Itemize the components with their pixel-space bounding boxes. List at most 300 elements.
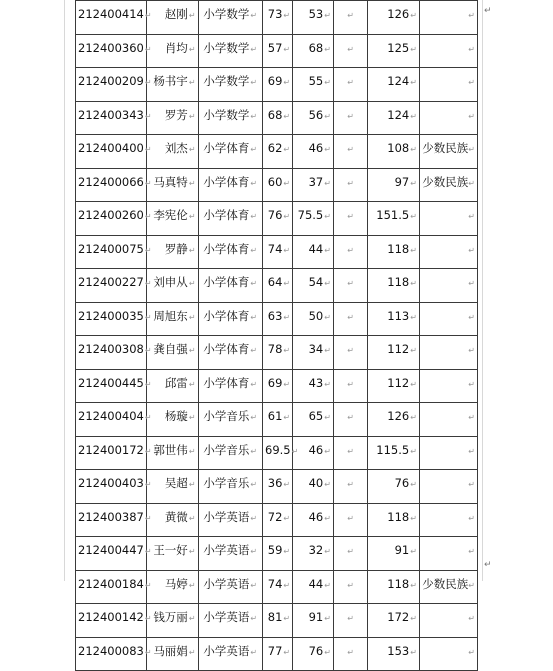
paragraph-mark-icon: ↵: [324, 614, 331, 623]
paragraph-mark-icon: ↵: [250, 145, 258, 154]
cell-score1: [263, 336, 293, 370]
cell-id-text: 212400400: [78, 141, 144, 155]
paragraph-mark-icon: ↵: [468, 647, 475, 657]
cell-score1-text: 64: [267, 275, 283, 289]
paragraph-mark-icon: ↵: [410, 379, 417, 389]
cell-score1-text: 61: [267, 409, 283, 423]
paragraph-mark-icon: ↵: [347, 245, 354, 255]
paragraph-mark-icon: ↵: [347, 111, 354, 121]
cell-score1: [263, 470, 293, 504]
paragraph-mark-icon: ↵: [250, 647, 258, 657]
cell-score2-text: 46: [308, 509, 324, 524]
paragraph-mark-icon: ↵: [144, 513, 152, 523]
cell-blank: [333, 1, 367, 35]
cell-total: [368, 336, 420, 370]
cell-total: [368, 436, 420, 470]
cell-blank: [333, 68, 367, 102]
paragraph-mark-icon: ↵: [283, 647, 291, 657]
cell-id-text: 212400227: [78, 275, 144, 289]
cell-note: [419, 537, 477, 571]
cell-id: [76, 637, 152, 671]
paragraph-mark-icon: ↵: [144, 413, 152, 422]
cell-score1-text: 73: [267, 7, 283, 21]
paragraph-mark-icon: ↵: [283, 279, 291, 288]
cell-total: [368, 235, 420, 269]
cell-note: [419, 302, 477, 336]
cell-total-text: 112: [387, 342, 410, 356]
paragraph-mark-icon: ↵: [188, 145, 196, 154]
paragraph-mark-icon: ↵: [144, 312, 152, 322]
paragraph-mark-icon: ↵: [468, 212, 475, 221]
paragraph-mark-icon: ↵: [144, 614, 152, 623]
cell-score1: [263, 168, 293, 202]
cell-blank: [333, 235, 367, 269]
paragraph-mark-icon: ↵: [291, 446, 299, 456]
cell-score2-text: 32: [308, 543, 324, 557]
cell-id-text: 212400447: [78, 543, 144, 557]
cell-total-text: 115.5: [376, 442, 410, 457]
cell-score2: [293, 68, 334, 102]
cell-note: [419, 503, 477, 537]
cell-subject: [198, 470, 262, 504]
cell-name: [146, 570, 198, 604]
table-row: [76, 168, 478, 202]
paragraph-mark-icon: ↵: [250, 580, 258, 590]
cell-id-text: 212400403: [78, 476, 144, 490]
cell-total-text: 97: [394, 174, 410, 189]
cell-total: [368, 503, 420, 537]
paragraph-mark-icon: ↵: [347, 513, 354, 523]
cell-score1-text: 74: [267, 576, 283, 591]
paragraph-mark-icon: ↵: [188, 11, 196, 20]
paragraph-mark-icon: ↵: [250, 212, 258, 221]
paragraph-mark-icon: ↵: [324, 647, 331, 657]
paragraph-mark-icon: ↵: [188, 547, 196, 556]
cell-total-text: 124: [387, 107, 410, 122]
paragraph-mark-icon: ↵: [468, 11, 475, 20]
paragraph-mark-icon: ↵: [144, 379, 152, 389]
cell-score1-text: 63: [267, 308, 283, 323]
cell-subject: [198, 235, 262, 269]
cell-total-text: 112: [387, 375, 410, 390]
cell-score1-text: 76: [267, 208, 283, 222]
paragraph-mark-icon: ↵: [410, 145, 417, 154]
cell-blank: [333, 202, 367, 236]
cell-score1: [263, 637, 293, 671]
cell-subject: [198, 202, 262, 236]
cell-score1: [263, 436, 299, 470]
paragraph-mark-icon: ↵: [283, 145, 291, 154]
table-row: [76, 269, 478, 303]
cell-score1: [263, 537, 293, 571]
cell-id-text: 212400360: [78, 40, 144, 55]
cell-total-text: 126: [387, 409, 410, 423]
cell-score2: [293, 403, 334, 437]
paragraph-mark-icon: ↵: [283, 178, 291, 188]
paragraph-mark-icon: ↵: [410, 212, 417, 221]
paragraph-mark-icon: ↵: [468, 178, 475, 188]
paragraph-mark-icon: ↵: [250, 547, 258, 556]
cell-note: [419, 34, 477, 68]
paragraph-mark-icon: ↵: [347, 145, 354, 154]
paragraph-mark-icon: ↵: [347, 78, 354, 87]
cell-name-text: 邱雷: [164, 375, 188, 390]
row-end-mark-icon: ↵: [484, 560, 492, 570]
paragraph-mark-icon: ↵: [188, 78, 196, 87]
cell-note: [419, 68, 477, 102]
paragraph-mark-icon: ↵: [250, 312, 258, 322]
cell-id-text: 212400445: [78, 375, 144, 390]
cell-score1: [263, 68, 293, 102]
paragraph-mark-icon: ↵: [144, 446, 152, 456]
cell-score1: [263, 1, 293, 35]
cell-blank: [333, 369, 367, 403]
cell-total-text: 113: [387, 308, 410, 323]
paragraph-mark-icon: ↵: [250, 480, 258, 489]
paragraph-mark-icon: ↵: [410, 547, 417, 556]
paragraph-mark-icon: ↵: [188, 379, 196, 389]
paragraph-mark-icon: ↵: [468, 78, 475, 87]
cell-score2-text: 55: [308, 74, 324, 88]
cell-subject-text: 小学英语: [203, 509, 250, 524]
paragraph-mark-icon: ↵: [283, 513, 291, 523]
paragraph-mark-icon: ↵: [283, 312, 291, 322]
cell-score2: [293, 1, 334, 35]
cell-subject: [198, 168, 262, 202]
paragraph-mark-icon: ↵: [144, 480, 152, 489]
paragraph-mark-icon: ↵: [324, 312, 331, 322]
cell-blank: [333, 470, 367, 504]
cell-name: [146, 101, 198, 135]
paragraph-mark-icon: ↵: [410, 312, 417, 322]
cell-name: [146, 336, 198, 370]
cell-total-text: 76: [394, 476, 410, 490]
cell-score2: [293, 604, 334, 638]
paragraph-mark-icon: ↵: [188, 212, 196, 221]
cell-id: [76, 101, 152, 135]
paragraph-mark-icon: ↵: [468, 44, 475, 54]
cell-id-text: 212400404: [78, 409, 144, 423]
paragraph-mark-icon: ↵: [324, 379, 331, 389]
cell-score2-text: 75.5: [297, 208, 324, 222]
score-table: [75, 0, 478, 671]
cell-score1: [263, 403, 293, 437]
paragraph-mark-icon: ↵: [347, 614, 354, 623]
cell-name: [146, 135, 198, 169]
paragraph-mark-icon: ↵: [283, 78, 291, 87]
cell-subject-text: 小学体育: [203, 241, 250, 256]
cell-name: [146, 369, 198, 403]
cell-blank: [333, 537, 367, 571]
cell-score1: [263, 101, 293, 135]
paragraph-mark-icon: ↵: [347, 178, 354, 188]
cell-subject-text: 小学英语: [203, 610, 250, 624]
cell-total-text: 126: [387, 7, 410, 21]
cell-name-text: 黄微: [164, 509, 188, 524]
cell-score1: [263, 202, 293, 236]
paragraph-mark-icon: ↵: [250, 178, 258, 188]
cell-blank: [333, 302, 367, 336]
cell-score1-text: 57: [267, 40, 283, 55]
cell-score2: [293, 436, 334, 470]
cell-score1-text: 36: [267, 476, 283, 490]
cell-note: [419, 570, 477, 604]
cell-subject-text: 小学数学: [203, 107, 250, 122]
cell-subject: [198, 135, 262, 169]
cell-name: [146, 68, 198, 102]
paragraph-mark-icon: ↵: [283, 547, 291, 556]
cell-score2-text: 54: [308, 275, 324, 289]
cell-subject-text: 小学数学: [203, 40, 250, 55]
cell-score2-text: 37: [308, 174, 324, 189]
paragraph-mark-icon: ↵: [144, 44, 152, 54]
cell-score1: [263, 269, 293, 303]
paragraph-mark-icon: ↵: [410, 44, 417, 54]
cell-score2-text: 44: [308, 241, 324, 256]
cell-note: [419, 604, 477, 638]
cell-total: [368, 135, 420, 169]
paragraph-mark-icon: ↵: [144, 78, 152, 87]
cell-subject-text: 小学英语: [203, 576, 250, 591]
cell-note: [419, 637, 477, 671]
paragraph-mark-icon: ↵: [250, 346, 258, 355]
cell-name: [146, 1, 198, 35]
right-margin-guide: [482, 0, 483, 581]
cell-total-text: 172: [387, 610, 410, 624]
paragraph-mark-icon: ↵: [188, 413, 196, 422]
cell-total-text: 108: [387, 141, 410, 155]
cell-score2: [293, 336, 334, 370]
cell-id-text: 212400172: [78, 442, 144, 457]
paragraph-mark-icon: ↵: [283, 346, 291, 355]
paragraph-mark-icon: ↵: [250, 614, 258, 623]
cell-id: [76, 302, 152, 336]
cell-total: [368, 570, 420, 604]
cell-total: [368, 604, 420, 638]
cell-id: [76, 68, 152, 102]
cell-blank: [333, 637, 367, 671]
paragraph-mark-icon: ↵: [410, 513, 417, 523]
cell-score2-text: 40: [308, 476, 324, 490]
paragraph-mark-icon: ↵: [144, 547, 152, 556]
cell-note: [419, 470, 477, 504]
cell-total-text: 118: [387, 576, 410, 591]
cell-score2: [293, 570, 334, 604]
paragraph-mark-icon: ↵: [347, 44, 354, 54]
cell-score2: [293, 369, 334, 403]
paragraph-mark-icon: ↵: [250, 379, 258, 389]
paragraph-mark-icon: ↵: [410, 279, 417, 288]
paragraph-mark-icon: ↵: [250, 413, 258, 422]
paragraph-mark-icon: ↵: [324, 580, 331, 590]
cell-name-text: 杨璇: [164, 409, 188, 423]
cell-score2-text: 53: [308, 7, 324, 21]
cell-id: [76, 269, 152, 303]
paragraph-mark-icon: ↵: [324, 212, 331, 221]
cell-id: [76, 403, 152, 437]
cell-id-text: 212400075: [78, 241, 144, 256]
cell-id: [76, 436, 152, 470]
paragraph-mark-icon: ↵: [144, 212, 152, 221]
cell-id: [76, 235, 152, 269]
paragraph-mark-icon: ↵: [188, 513, 196, 523]
cell-name: [146, 436, 198, 470]
cell-id: [76, 470, 152, 504]
cell-note: [419, 269, 477, 303]
cell-name-text: 钱万丽: [153, 610, 188, 624]
cell-name-text: 周旭东: [153, 308, 188, 323]
cell-subject-text: 小学体育: [203, 208, 250, 222]
cell-subject-text: 小学英语: [203, 543, 250, 557]
cell-note-text: 少数民族: [422, 576, 469, 591]
paragraph-mark-icon: ↵: [250, 245, 258, 255]
table-row: [76, 604, 478, 638]
cell-note: [419, 369, 477, 403]
cell-name-text: 肖均: [164, 40, 188, 55]
cell-score1: [263, 604, 293, 638]
cell-score2: [293, 537, 334, 571]
cell-id-text: 212400387: [78, 509, 144, 524]
cell-subject-text: 小学体育: [203, 275, 250, 289]
paragraph-mark-icon: ↵: [324, 78, 331, 87]
cell-score2: [293, 470, 334, 504]
cell-id: [76, 537, 152, 571]
cell-score1: [263, 503, 293, 537]
paragraph-mark-icon: ↵: [250, 78, 258, 87]
cell-score2: [293, 269, 334, 303]
cell-score1: [263, 235, 293, 269]
row-end-mark-icon: ↵: [484, 6, 492, 16]
paragraph-mark-icon: ↵: [188, 245, 196, 255]
cell-score2-text: 44: [308, 576, 324, 591]
cell-total-text: 91: [394, 543, 410, 557]
cell-subject: [198, 369, 262, 403]
cell-subject-text: 小学英语: [203, 643, 250, 658]
paragraph-mark-icon: ↵: [347, 480, 354, 489]
cell-blank: [333, 101, 367, 135]
cell-id: [76, 570, 152, 604]
paragraph-mark-icon: ↵: [283, 44, 291, 54]
paragraph-mark-icon: ↵: [468, 346, 475, 355]
paragraph-mark-icon: ↵: [347, 446, 354, 456]
cell-total-text: 125: [387, 40, 410, 55]
paragraph-mark-icon: ↵: [468, 312, 475, 322]
cell-score2-text: 34: [308, 342, 324, 356]
paragraph-mark-icon: ↵: [324, 446, 331, 456]
paragraph-mark-icon: ↵: [410, 480, 417, 489]
cell-id: [76, 604, 152, 638]
cell-note-text: 少数民族: [422, 141, 469, 155]
cell-name-text: 李宪伦: [153, 208, 188, 222]
paragraph-mark-icon: ↵: [410, 413, 417, 422]
cell-score2-text: 46: [308, 442, 324, 457]
cell-id: [76, 34, 152, 68]
paragraph-mark-icon: ↵: [188, 178, 196, 188]
paragraph-mark-icon: ↵: [283, 379, 291, 389]
cell-name-text: 马婷: [164, 576, 188, 591]
paragraph-mark-icon: ↵: [410, 78, 417, 87]
cell-subject: [198, 101, 262, 135]
cell-name-text: 吴超: [164, 476, 188, 490]
cell-blank: [333, 34, 367, 68]
cell-name-text: 王一好: [153, 543, 188, 557]
paragraph-mark-icon: ↵: [144, 580, 152, 590]
cell-subject: [198, 403, 262, 437]
cell-name: [146, 637, 198, 671]
paragraph-mark-icon: ↵: [468, 614, 475, 623]
cell-subject-text: 小学数学: [203, 7, 250, 21]
paragraph-mark-icon: ↵: [324, 44, 331, 54]
paragraph-mark-icon: ↵: [283, 212, 291, 221]
table-row: [76, 637, 478, 671]
cell-score2-text: 50: [308, 308, 324, 323]
table-body: [76, 1, 478, 671]
cell-id: [76, 135, 152, 169]
table-row: [76, 436, 478, 470]
cell-total: [368, 168, 420, 202]
cell-total-text: 118: [387, 275, 410, 289]
cell-id: [76, 369, 152, 403]
cell-score2: [293, 202, 334, 236]
cell-note: [419, 1, 477, 35]
cell-score1-text: 77: [267, 643, 283, 658]
table-row: [76, 1, 478, 35]
table-row: [76, 470, 478, 504]
paragraph-mark-icon: ↵: [250, 513, 258, 523]
paragraph-mark-icon: ↵: [410, 614, 417, 623]
cell-subject: [198, 436, 262, 470]
paragraph-mark-icon: ↵: [283, 413, 291, 422]
cell-score1-text: 60: [267, 174, 283, 189]
cell-subject: [198, 68, 262, 102]
cell-id: [76, 1, 152, 35]
paragraph-mark-icon: ↵: [410, 178, 417, 188]
cell-note: [419, 168, 477, 202]
paragraph-mark-icon: ↵: [188, 346, 196, 355]
paragraph-mark-icon: ↵: [324, 279, 331, 288]
cell-score2: [293, 101, 334, 135]
table-row: [76, 302, 478, 336]
cell-score1-text: 78: [267, 342, 283, 356]
paragraph-mark-icon: ↵: [250, 279, 258, 288]
paragraph-mark-icon: ↵: [347, 413, 354, 422]
cell-subject-text: 小学体育: [203, 308, 250, 323]
cell-total: [368, 537, 420, 571]
left-margin-guide: [64, 0, 65, 581]
paragraph-mark-icon: ↵: [283, 245, 291, 255]
paragraph-mark-icon: ↵: [347, 312, 354, 322]
cell-score1-text: 69.5: [265, 442, 291, 457]
cell-total-text: 151.5: [376, 208, 410, 222]
paragraph-mark-icon: ↵: [324, 145, 331, 154]
cell-score2-text: 76: [308, 643, 324, 658]
table-row: [76, 135, 478, 169]
paragraph-mark-icon: ↵: [250, 44, 258, 54]
paragraph-mark-icon: ↵: [410, 346, 417, 355]
cell-subject: [198, 503, 262, 537]
paragraph-mark-icon: ↵: [283, 11, 291, 20]
table-row: [76, 101, 478, 135]
paragraph-mark-icon: ↵: [324, 178, 331, 188]
paragraph-mark-icon: ↵: [283, 614, 291, 623]
paragraph-mark-icon: ↵: [468, 480, 475, 489]
table-row: [76, 235, 478, 269]
cell-subject-text: 小学体育: [203, 375, 250, 390]
cell-subject: [198, 34, 262, 68]
cell-total: [368, 302, 420, 336]
cell-score2-text: 46: [308, 141, 324, 155]
cell-subject: [198, 1, 262, 35]
